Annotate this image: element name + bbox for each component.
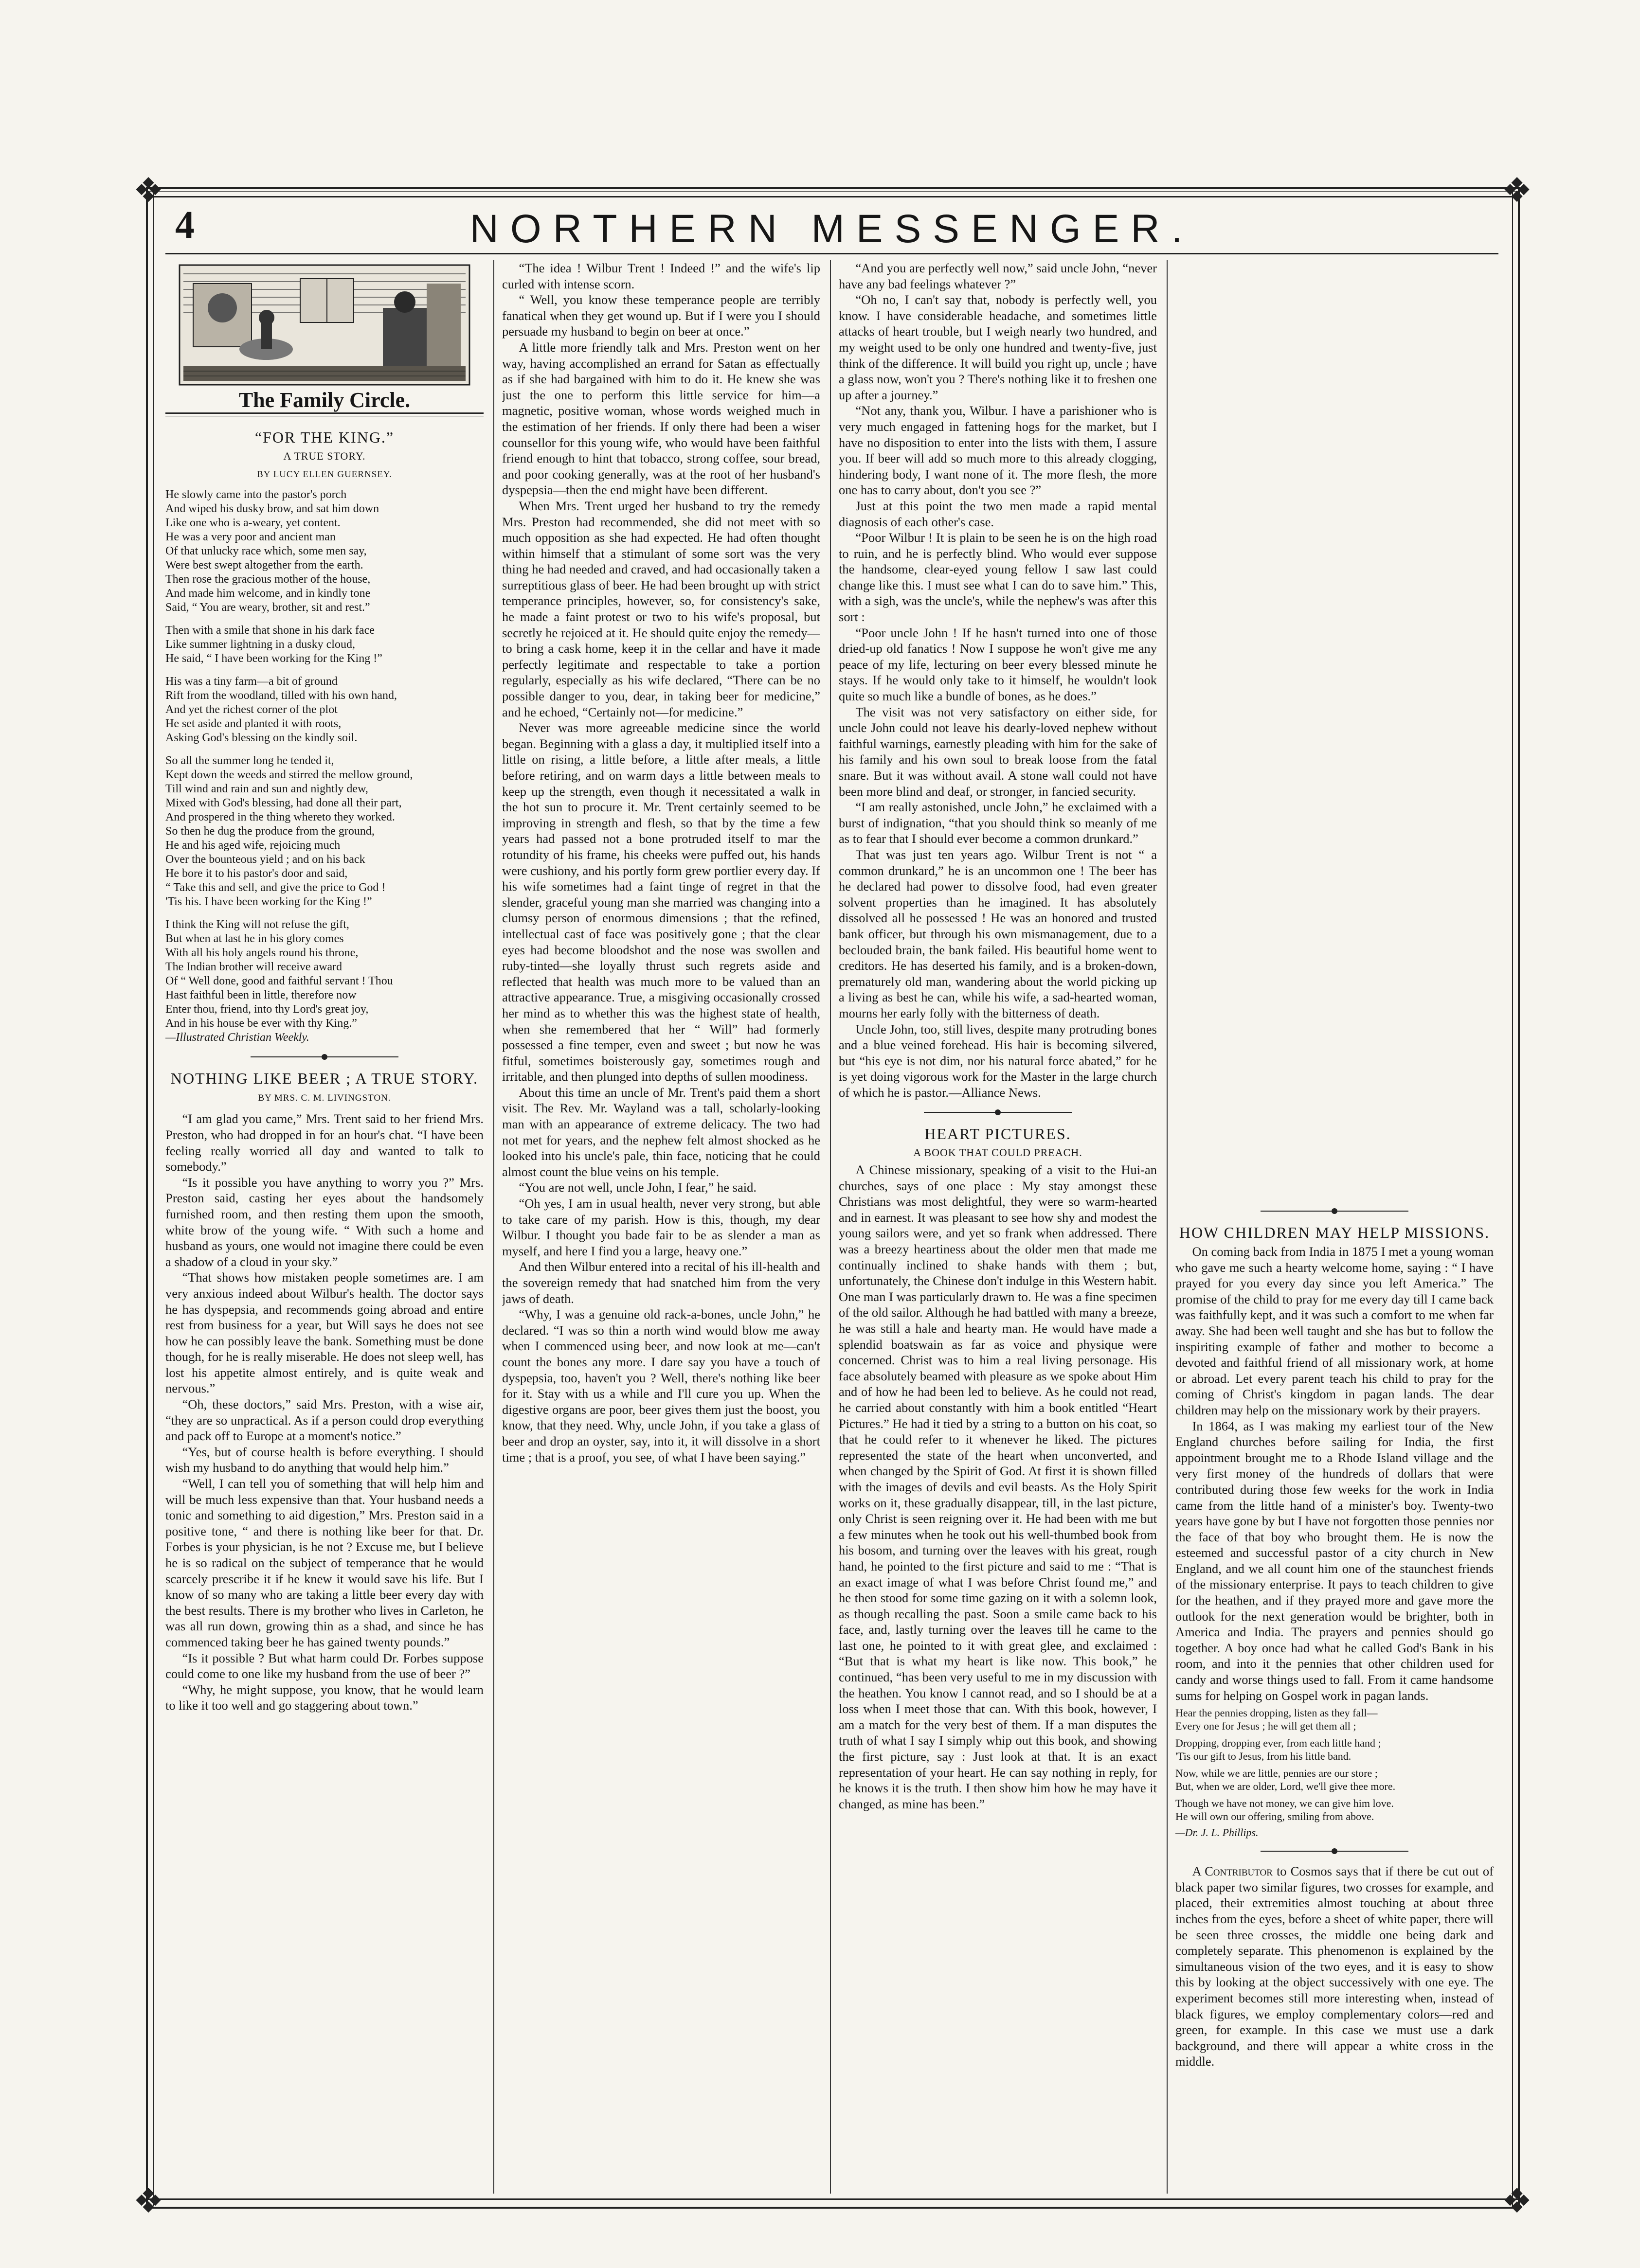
article-paragraph: “Why, I was a genuine old rack-a-bones, uncle John,” he declared. “I was so thin a north wind would blow me away when I commenced using beer, and now look at me—can't count the bones any more. I dare say you have a touch of dyspepsia, too, haven't you ? Well, there's nothing like beer for it. Stay with us a while and I'll cure you up. When the digestive organs are poor, beer gives them just the boost, you know, that they need. Why, uncle John, if you take a glass of beer and drop an oyster, say, into it, it will dissolve in a short time ; that is a proof, you see, of what I have been saying.” xyxy=(502,1307,820,1464)
article-paragraph: “The idea ! Wilbur Trent ! Indeed !” and the wife's lip curled with intense scorn. xyxy=(502,261,820,291)
article-separator xyxy=(1175,1848,1494,1855)
poem-line: He said, “ I have been working for the King !” xyxy=(165,652,382,665)
poem-line: Asking God's blessing on the kindly soil. xyxy=(165,731,358,744)
continued-text-spacer xyxy=(1175,260,1494,1199)
poem-line: Though we have not money, we can give him love. xyxy=(1175,1797,1394,1810)
poem-line: Enter thou, friend, into thy Lord's great joy, xyxy=(165,1002,369,1016)
poem-line: And prospered in the thing whereto they worked. xyxy=(165,810,395,823)
bottom-border-rule xyxy=(146,2198,1518,2209)
poem-line: Like one who is a-weary, yet content. xyxy=(165,516,341,529)
section-heading: The Family Circle. xyxy=(238,388,411,412)
poem-subtitle: A TRUE STORY. xyxy=(283,449,366,462)
poem-line: 'Tis our gift to Jesus, from his little band. xyxy=(1175,1750,1352,1763)
article-paragraph: “Poor Wilbur ! It is plain to be seen he is on the high road to ruin, and he is perfectly blind. Who would ever suppose the handsome, clear-eyed young fellow I saw last could change like this. I must see what I can do to save him.” This, with a sigh, was the uncle's, while the nephew's was after this sort : xyxy=(839,530,1157,625)
ornament-corner-icon: ❖ xyxy=(1501,170,1532,210)
poem-stanza xyxy=(165,675,484,745)
poem-credit: —Illustrated Christian Weekly. xyxy=(165,1031,309,1044)
poem-line: And made him welcome, and in kindly tone xyxy=(165,587,371,600)
article-subtitle: A BOOK THAT COULD PREACH. xyxy=(913,1146,1082,1159)
poem-line: With all his holy angels round his throne, xyxy=(165,946,359,959)
column-rule xyxy=(1167,260,1168,2194)
article-paragraph: “And you are perfectly well now,” said uncle John, “never have any bad feelings whatever ?” xyxy=(839,261,1157,291)
article-paragraph: Uncle John, too, still lives, despite many protruding bones and a blue veined forehead. His hair is becoming silvered, but “his eye is not dim, nor his natural force abated,” for he is yet doing vigorous work for the Master in the large church of which he is pastor.—Alliance News. xyxy=(839,1021,1157,1100)
hymn-verse xyxy=(1175,1706,1494,1839)
ornament-corner-icon: ❖ xyxy=(1501,2181,1532,2221)
poem-stanza xyxy=(165,624,484,666)
article-paragraph: “Not any, thank you, Wilbur. I have a parishioner who is very much engaged in fattening hogs for the market, but I have no disposition to enter into the lists with them, I assure you. If beer will add so much more to this already clogging, hindering body, I want none of it. The more flesh, the more one has to carry about, don't you see ?” xyxy=(839,403,1157,498)
lead-in: A Contributor xyxy=(1192,1864,1273,1879)
poem-line: Kept down the weeds and stirred the mellow ground, xyxy=(165,768,413,781)
article-paragraph: “I am glad you came,” Mrs. Trent said to her friend Mrs. Preston, who had dropped in for an hour's chat. “I have been feeling really worried all day and wanted to talk to somebody.” xyxy=(165,1111,484,1174)
poem-line: He slowly came into the pastor's porch xyxy=(165,488,347,501)
article-paragraph: In 1864, as I was making my earliest tour of the New England churches before sailing for India, the first appointment brought me to a Rhode Island village and the very first money of the hundreds of dollars that were contributed during those few weeks for the work in India came from the little hand of a minister's boy. Twenty-two years have gone by but I have not forgotten those pennies nor the face of that boy who brought them. He is now the esteemed and successful pastor of a city church in New England, and we all count him one of the staunchest friends of the missionary enterprise. It pays to teach children to give for the heathen, and if they prayed more and gave more the outlook for the next generation would be brighter, both in America and India. The prayers and pennies should go together. A boy once had what he called God's Bank in his room, and into it the pennies that other children used for candy and worse things used to fall. From it came handsome sums for helping on Gospel work in pagan lands. xyxy=(1175,1418,1494,1703)
article-paragraph: And then Wilbur entered into a recital of his ill-health and the sovereign remedy that had snatched him from the very jaws of death. xyxy=(502,1259,820,1306)
article-paragraph: The visit was not very satisfactory on either side, for uncle John could not leave his dearly-loved nephew without faithful warnings, earnestly pleading with him for the sake of his family and his own soul to break loose from the fatal snare. But it was without avail. A stone wall could not have been more blind and deaf, or stronger, in fancied security. xyxy=(839,704,1157,799)
article-paragraph: “Is it possible you have anything to worry you ?” Mrs. Preston said, casting her eyes about the handsomely furnished room, and then resting them upon the smooth, white brow of the young wife. “ With such a home and husband as yours, one would not imagine there could be even a shadow of a cloud in your sky.” xyxy=(165,1175,484,1269)
article-paragraph: “Yes, but of course health is before everything. I should wish my husband to do anything that would help him.” xyxy=(165,1444,484,1475)
poem-line: So then he dug the produce from the ground, xyxy=(165,824,375,838)
column-1 xyxy=(165,260,484,2194)
family-engraving-icon xyxy=(179,264,470,386)
left-border-rule xyxy=(146,187,154,2206)
poem-line: He set aside and planted it with roots, xyxy=(165,717,342,730)
poem-line: And in his house be ever with thy King.” xyxy=(165,1017,357,1030)
poem-line: I think the King will not refuse the gift, xyxy=(165,918,349,931)
poem-line: Dropping, dropping ever, from each little hand ; xyxy=(1175,1737,1381,1750)
poem-line: Of that unlucky race which, some men say, xyxy=(165,544,367,557)
right-border-rule xyxy=(1512,187,1520,2206)
poem-line: So all the summer long he tended it, xyxy=(165,754,334,767)
poem-line: The Indian brother will receive award xyxy=(165,960,342,973)
poem-line: He will own our offering, smiling from above. xyxy=(1175,1810,1374,1823)
article-paragraph: On coming back from India in 1875 I met a young woman who gave me such a hearty welcome home, saying : “ I have prayed for you every day since you left America.” The promise of the child to pray for me every day till I came back was faithfully kept, and it was such a comfort to me when far away. She had been well taught and she has but to follow the inspiriting example of father and mother to become a devoted and faithful friend of all missionary work, at home or abroad. Let every parent teach his child to pray for the coming of Christ's kingdom in pagan lands. The dear children may help on the missionary work by their prayers. xyxy=(1175,1244,1494,1417)
article-paragraph: A Chinese missionary, speaking of a visit to the Hui-an churches, says of one place : My stay amongst these Christians was most delightful, they were so warm-hearted and in earnest. It was pleasant to see how shy and modest the young sailors were, and yet so frank when addressed. There was a breezy heartiness about the older men that made me continually inclined to shake hands with them ; but, unfortunately, the Chinese don't indulge in this Western habit. One man I was particularly drawn to. He was a fine specimen of the old sailor. Although he had battled with many a breeze, he was still a hale and hearty man. He would have made a splendid boatswain as far as voice and physique were concerned. Christ was to him a real living personage. His face absolutely beamed with pleasure as we spoke about Him and of how he had been led to believe. As he could not read, he carried about constantly with him a book entitled “Heart Pictures.” He had it tied by a string to a button on his coat, so that he could refer to it whenever he liked. The pictures represented the state of the heart when unconverted, and when changed by the Spirit of God. At first it is shown filled with the images of devils and evil beasts. As the Holy Spirit works on it, these gradually disappear, till, in the last picture, only Christ is seen reigning over it. He had been with me but a few minutes when he took out his well-thumbed book from his bosom, and turning over the leaves with his great, rough hand, he pointed to the first picture and said to me : “That is an exact image of what I was before Christ found me,” and he then stood for some time gazing on it with a solemn look, as though recalling the past. Soon a smile came back to his face, and, lastly turning over the leaves till he came to the last one, he pointed to it with great glee, and exclaimed : “But that is what my heart is like now. This book,” he continued, “has been very useful to me in my discussion with the heathen. You know I cannot read, and so I should be at a loss when I meet those that can. With this book, however, I am a match for the very best of them. If a man disputes the truth of what I say I simply whip out this book, and showing the first picture, say : Just look at that. It is an exact representation of your heart. He can say nothing in reply, for he knows it is the truth. I then show him how he may have it changed, as mine has been.” xyxy=(839,1162,1157,1811)
article-title: HEART PICTURES. xyxy=(924,1125,1071,1143)
article-paragraph: When Mrs. Trent urged her husband to try the remedy Mrs. Preston had recommended, she did not meet with so much opposition as she had expected. He had often thought within himself that a stimulant of some sort was the very thing he had needed and craved, and had occasionally taken a surreptitious glass of beer. He had been brought up with strict temperance principles, however, so, for consistency's sake, he made a faint protest or two to his wife's proposal, but secretly he rejoiced at it. He should quite enjoy the remedy—to bring a cask home, keep it in the cellar and have it made perfectly legitimate and respectable to take a portion regularly, especially as his wife declared, “There can be no possible danger to you, dear, in taking beer for medicine,” and he echoed, “Certainly not—for medicine.” xyxy=(502,498,820,719)
top-border-rule xyxy=(146,187,1518,197)
column-4 xyxy=(1175,260,1494,2194)
poem-credit: —Dr. J. L. Phillips. xyxy=(1175,1826,1259,1839)
poem-line: “ Take this and sell, and give the price to God ! xyxy=(165,881,386,894)
poem-body xyxy=(165,488,484,1045)
poem-byline: BY LUCY ELLEN GUERNSEY. xyxy=(257,469,392,480)
poem-line: Over the bounteous yield ; and on his back xyxy=(165,853,365,866)
article-paragraph: That was just ten years ago. Wilbur Trent is not “ a common drunkard,” he is an uncommon one ! The beer has he declared had power to dissolve food, had even greater solvent properties than he imagined. It has absolutely dissolved all he possessed ! He was an honored and trusted bank officer, but through his own mismanagement, due to a beclouded brain, the bank failed. His beautiful home went to creditors. He has deserted his family, and is a broken-down, prematurely old man, wandering about the world picking up a living as best he can, while his wife, a sad-hearted woman, mourns her early folly with the bitterness of death. xyxy=(839,847,1157,1020)
article-paragraph: Never was more agreeable medicine since the world began. Beginning with a glass a day, it multiplied itself into a little on rising, a little before, a little after meals, a little before retiring, and on warm days a little between meals to keep up the strength, even though it necessitated a walk in the hot sun to procure it. Mr. Trent certainly seemed to be improving in strength and flesh, so that by the time a few years had passed not a bone protruded itself to mar the rotundity of his frame, his cheeks were puffed out, his hands were cushiony, and his portly form grew portlier every day. If his wife sometimes had a faint tinge of regret in that the slender, graceful young man she married was changing into a clumsy person of enormous dimensions ; that the refined, intellectual cast of face was positively gone ; that the clear eyes had become bloodshot and the nose was swollen and ruby-tinted—she loyally thrust such regrets aside and reflected that health was much more to be valued than an attractive appearance. True, a misgiving occasionally crossed her mind as to whether this was the highest state of health, when she remembered that her “ Will” had formerly possessed a fine temper, even and sweet ; but now he was fitful, sometimes boisterously gay, sometimes rough and irritable, and then plunged into depths of sullen moodiness. xyxy=(502,720,820,1084)
poem-line: Now, while we are little, pennies are our store ; xyxy=(1175,1767,1378,1780)
poem-line: Hast faithful been in little, therefore now xyxy=(165,988,357,1001)
article-paragraph: Just at this point the two men made a rapid mental diagnosis of each other's case. xyxy=(839,498,1157,529)
newspaper-title: NORTHERN MESSENGER. xyxy=(469,207,1194,251)
poem-line: Were best swept altogether from the earth. xyxy=(165,558,363,571)
poem-line: Every one for Jesus ; he will get them all ; xyxy=(1175,1720,1356,1732)
poem-line: But, when we are older, Lord, we'll give thee more. xyxy=(1175,1780,1396,1793)
poem-title: “FOR THE KING.” xyxy=(254,428,395,446)
article-paragraph: “ Well, you know these temperance people are terribly fanatical when they get wound up. But if I were you I should persuade my husband to begin on beer at once.” xyxy=(502,292,820,339)
article-paragraph: About this time an uncle of Mr. Trent's paid them a short visit. The Rev. Mr. Wayland was a tall, scholarly-looking man with an appearance of extreme delicacy. The two had not met for years, and the nephew felt almost shocked as he looked into his uncle's pale, thin face, noticing that he could almost count the blue veins on his temple. xyxy=(502,1085,820,1179)
poem-stanza xyxy=(165,488,484,615)
poem-line: Rift from the woodland, tilled with his own hand, xyxy=(165,689,397,702)
column-3 xyxy=(839,260,1157,2194)
ornament-corner-icon: ❖ xyxy=(133,2181,164,2221)
poem-line: Then with a smile that shone in his dark face xyxy=(165,624,375,637)
column-rule xyxy=(830,260,831,2194)
paragraph-body: to Cosmos says that if there be cut out of black paper two similar figures, two crosses for example, and placed, their extremities almost touching at about three inches from the eyes, before a sheet of white paper, there will be seen three crosses, the middle one being dark and completely separate. This phenomenon is explained by the simultaneous vision of the two eyes, and it is easy to show this by looking at the object successively with one eye. The experiment becomes still more interesting when, instead of black figures, we employ complementary colors—red and green, for example. In this case we must use a dark background, and there will appear a white cross in the middle. xyxy=(1175,1864,1494,2069)
article-paragraph: “Poor uncle John ! If he hasn't turned into one of those dried-up old fanatics ! Now I suppose he won't give me any peace of my life, lecturing on beer every blessed minute he stays. If he would only take to it himself, he wouldn't look quite so much like a bundle of bones, as he does.” xyxy=(839,625,1157,704)
article-paragraph: “Oh yes, I am in usual health, never very strong, but able to take care of my parish. How is this, though, my dear Wilbur. I thought you bade fair to be as slender a man as myself, and here I find you a large, heavy one.” xyxy=(502,1196,820,1258)
section-rule xyxy=(165,412,484,416)
article-paragraph: “Is it possible ? But what harm could Dr. Forbes suppose could come to one like my husband from the use of beer ?” xyxy=(165,1650,484,1681)
article-paragraph: A little more friendly talk and Mrs. Preston went on her way, having accomplished an errand for Satan as effectually as if she had bargained with him to do it. He knew she was just the one to perform this little service for him—a magnetic, positive woman, whose words weighed much in the estimation of her friends. If only there had been a wiser counsellor for this young wife, who would have been faithful friend enough to hint that tobacco, strong coffee, sour bread, and poor cooking generally, was at the root of her husband's dyspepsia—then the end might have been different. xyxy=(502,339,820,498)
poem-line: And yet the richest corner of the plot xyxy=(165,703,338,716)
article-paragraph: “You are not well, uncle John, I fear,” he said. xyxy=(519,1180,757,1195)
masthead xyxy=(165,199,1498,253)
poem-line: He and his aged wife, rejoicing much xyxy=(165,839,341,852)
article-paragraph: “Why, he might suppose, you know, that he would learn to like it too well and go staggering about town.” xyxy=(165,1682,484,1713)
article-paragraph: “Well, I can tell you of something that will help him and will be much less expensive than that. Your husband needs a tonic and something to aid digestion,” Mrs. Preston said in a positive tone, “ and there is nothing like beer for that. Dr. Forbes is your physician, is he not ? Excuse me, but I believe he is so radical on the subject of temperance that he would scarcely prescribe it if he knew it would save his life. But I know of so many who are taking a little beer every day with the best results. There is my brother who lives in Carleton, he was all run down, growing thin as a shad, and since he has commenced taking beer he has gained twenty pounds.” xyxy=(165,1476,484,1649)
article-separator xyxy=(1175,1208,1494,1214)
poem-line: Of “ Well done, good and faithful servant ! Thou xyxy=(165,974,393,987)
ornament-corner-icon: ❖ xyxy=(133,170,164,210)
poem-stanza xyxy=(165,754,484,909)
column-rule xyxy=(493,260,494,2194)
poem-line: And wiped his dusky brow, and sat him down xyxy=(165,502,379,515)
poem-line: Then rose the gracious mother of the house, xyxy=(165,572,371,586)
poem-line: Like summer lightning in a dusky cloud, xyxy=(165,638,355,651)
poem-line: But when at last he in his glory comes xyxy=(165,932,344,945)
poem-line: 'Tis his. I have been working for the King !” xyxy=(165,895,372,908)
column-2 xyxy=(502,260,820,2194)
article-title: NOTHING LIKE BEER ; A TRUE STORY. xyxy=(170,1069,479,1087)
article-paragraph: “Oh no, I can't say that, nobody is perfectly well, you know. I have considerable headache, and sometimes little attacks of heart trouble, but I weigh nearly two hundred, and my weight used to be only one hundred and twenty-five, just think of the difference. It will build you right up, uncle ; have a glass now, won't you ? There's nothing like it to freshen one up after a journey.” xyxy=(839,292,1157,402)
poem-line: Hear the pennies dropping, listen as they fall— xyxy=(1175,1707,1378,1719)
masthead-rule xyxy=(165,253,1498,254)
poem-line: Said, “ You are weary, brother, sit and rest.” xyxy=(165,601,370,614)
poem-line: His was a tiny farm—a bit of ground xyxy=(165,675,338,688)
article-separator xyxy=(839,1109,1157,1116)
poem-line: He was a very poor and ancient man xyxy=(165,530,336,543)
poem-stanza xyxy=(165,918,484,1045)
poem-line: Till wind and rain and sun and nightly dew, xyxy=(165,782,368,795)
article-paragraph: “Oh, these doctors,” said Mrs. Preston, with a wise air, “they are so unpractical. As if a person could drop everything and pack off to Europe at a moment's notice.” xyxy=(165,1397,484,1444)
article-separator xyxy=(165,1054,484,1060)
article-paragraph xyxy=(1175,1863,1494,2070)
article-paragraph: “I am really astonished, uncle John,” he exclaimed with a burst of indignation, “that you should think so meanly of me as to fear that I should ever become a common drunkard.” xyxy=(839,800,1157,846)
poem-line: He bore it to his pastor's door and said, xyxy=(165,867,348,880)
article-title: HOW CHILDREN MAY HELP MISSIONS. xyxy=(1179,1224,1490,1241)
article-paragraph: “That shows how mistaken people sometimes are. I am very anxious indeed about Wilbur's health. The doctor says he has dyspepsia, and recommends going abroad and entire rest from business for a year, but Will says he does not see how he can possibly leave the bank. Something must be done though, for he is really miserable. He does not sleep well, has lost his appetite almost entirely, and is quite weak and nervous.” xyxy=(165,1270,484,1396)
poem-line: Mixed with God's blessing, had done all their part, xyxy=(165,796,402,809)
page-number: 4 xyxy=(175,204,195,247)
article-byline: BY MRS. C. M. LIVINGSTON. xyxy=(258,1092,391,1103)
